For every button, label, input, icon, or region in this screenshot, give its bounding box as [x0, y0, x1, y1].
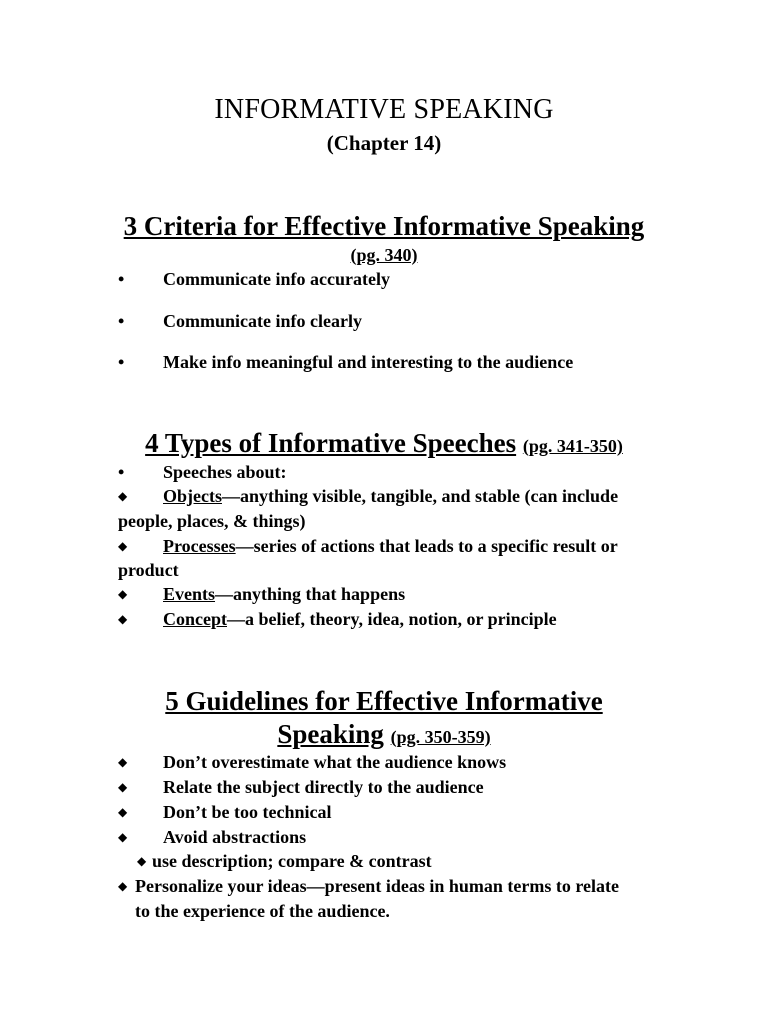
diamond-icon: ◆	[118, 539, 128, 553]
bullet-icon: •	[118, 311, 125, 331]
section3-heading-line2: Speaking (pg. 350-359)	[277, 719, 491, 749]
section3-heading-line1: 5 Guidelines for Effective Informative	[165, 686, 603, 716]
section2-heading: 4 Types of Informative Speeches (pg. 341-350)	[145, 428, 623, 458]
section2-page-ref: (pg. 341-350)	[522, 436, 623, 456]
diamond-icon: ◆	[118, 612, 128, 626]
document-page: INFORMATIVE SPEAKING (Chapter 14) 3 Criteria for Effective Informative Speaking (pg. 340) • Communicate info accurately • Communicate info clearly • Make info meaningful and interesting to the audience 4 Types of Informative Speeches (pg. 341-350) • Speeches about: ◆ Objects—anything visible, tangible, and stable (can include people, places, & things) ◆ Processes—series of actions that leads to a specific result or product ◆ Events—anything that happens ◆ Concept—a belief, theory, idea, notion, or principle 5 Guidelines for Effective Informative Speaking (pg. 350-359) ◆ Don’t overestimate what the audience knows ◆ Relate the subject directly to the audience ◆ Don’t be too technical ◆ Avoid abstractions ◆ use description; compare & contrast ◆ Personalize your ideas—present ideas in human terms to relate to the experience of the audience.	[0, 0, 768, 1024]
diamond-icon: ◆	[118, 780, 128, 794]
diamond-icon: ◆	[118, 489, 128, 503]
section1-heading: 3 Criteria for Effective Informative Speaking	[123, 211, 645, 241]
bullet-icon: •	[118, 352, 125, 372]
diamond-icon: ◆	[118, 805, 128, 819]
bullet-icon: •	[118, 462, 125, 482]
diamond-icon: ◆	[118, 587, 128, 601]
diamond-icon: ◆	[137, 854, 147, 868]
diamond-icon: ◆	[118, 879, 128, 893]
section1-page-ref: (pg. 340)	[350, 245, 418, 265]
page-subtitle: (Chapter 14)	[326, 131, 442, 155]
page-title: INFORMATIVE SPEAKING	[214, 94, 554, 125]
diamond-icon: ◆	[118, 830, 128, 844]
section3-page-ref: (pg. 350-359)	[390, 727, 491, 747]
diamond-icon: ◆	[118, 755, 128, 769]
bullet-icon: •	[118, 269, 125, 289]
